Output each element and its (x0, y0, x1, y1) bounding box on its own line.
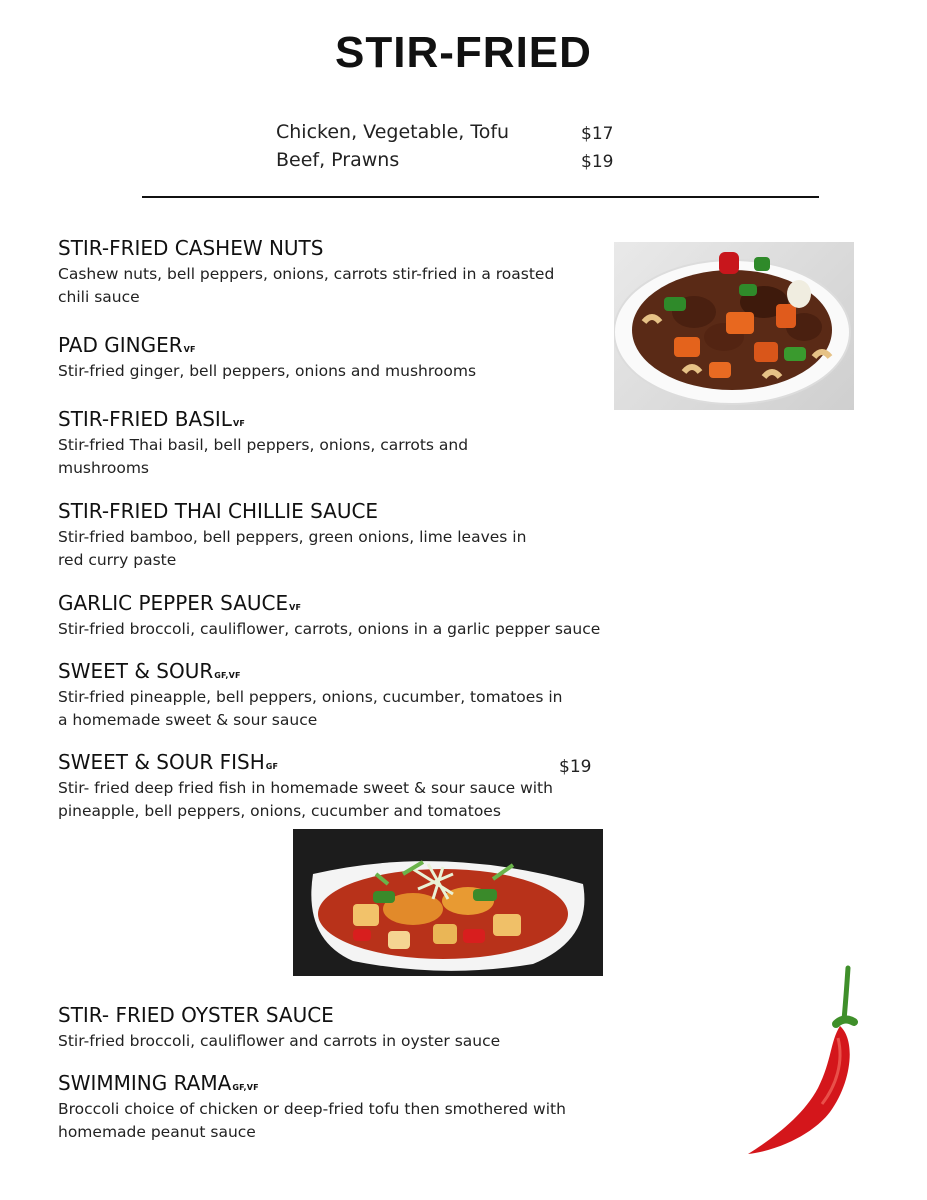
item-description: Cashew nuts, bell peppers, onions, carrots stir-fried in a roasted chili sauce (58, 265, 555, 306)
menu-item (58, 591, 618, 641)
dietary-tag: GF,VF (232, 1083, 259, 1092)
sweet-and-sour-dish-photo (293, 829, 603, 976)
price-value: $17 (581, 124, 614, 144)
menu-item (58, 499, 618, 572)
price-label: Beef, Prawns (276, 149, 400, 171)
item-name: STIR-FRIED THAI CHILLIE SAUCE (58, 499, 379, 523)
menu-item (58, 750, 618, 823)
menu-item (58, 659, 618, 732)
item-name: GARLIC PEPPER SAUCEVF (58, 591, 302, 615)
price-row-beef (276, 149, 614, 172)
dietary-tag: VF (183, 345, 196, 354)
dietary-tag: GF,VF (214, 671, 241, 680)
item-description: Stir-fried pineapple, bell peppers, onions, cucumber, tomatoes in a homemade sweet & sour sauce (58, 688, 563, 729)
item-name: STIR-FRIED CASHEW NUTS (58, 236, 324, 260)
price-row-chicken (276, 121, 614, 144)
item-name: STIR-FRIED BASILVF (58, 407, 246, 431)
dietary-tag: VF (289, 603, 302, 612)
food-photo-icon (614, 242, 854, 410)
item-description: Stir-fried broccoli, cauliflower, carrots, onions in a garlic pepper sauce (58, 620, 601, 638)
item-price: $19 (559, 757, 592, 777)
item-name: STIR- FRIED OYSTER SAUCE (58, 1003, 334, 1027)
food-photo-icon (293, 829, 603, 976)
menu-item (58, 407, 618, 480)
page-title: STIR-FRIED (335, 28, 592, 77)
item-name: SWIMMING RAMAGF,VF (58, 1071, 259, 1095)
menu-item (58, 1071, 618, 1144)
red-chili-pepper-illustration (740, 962, 870, 1162)
dietary-tag: GF (265, 762, 279, 771)
price-label: Chicken, Vegetable, Tofu (276, 121, 510, 143)
item-description: Stir- fried deep fried fish in homemade sweet & sour sauce with pineapple, bell peppers, onions, cucumber and tomatoes (58, 779, 553, 820)
item-name: PAD GINGERVF (58, 333, 196, 357)
cashew-nut-stir-fry-photo (614, 242, 854, 410)
price-value: $19 (581, 152, 614, 172)
menu-item (58, 333, 618, 383)
item-description: Stir-fried broccoli, cauliflower and carrots in oyster sauce (58, 1032, 501, 1050)
dietary-tag: VF (232, 419, 246, 428)
item-description: Broccoli choice of chicken or deep-fried tofu then smothered with homemade peanut sauce (58, 1100, 566, 1141)
menu-item (58, 1003, 618, 1053)
item-description: Stir-fried Thai basil, bell peppers, onions, carrots and mushrooms (58, 436, 469, 477)
item-name: SWEET & SOURGF,VF (58, 659, 241, 683)
divider (142, 196, 819, 198)
chili-pepper-icon (740, 962, 870, 1162)
item-name: SWEET & SOUR FISHGF (58, 750, 279, 774)
menu-item (58, 236, 618, 309)
item-description: Stir-fried ginger, bell peppers, onions and mushrooms (58, 362, 477, 380)
item-description: Stir-fried bamboo, bell peppers, green onions, lime leaves in red curry paste (58, 528, 527, 569)
